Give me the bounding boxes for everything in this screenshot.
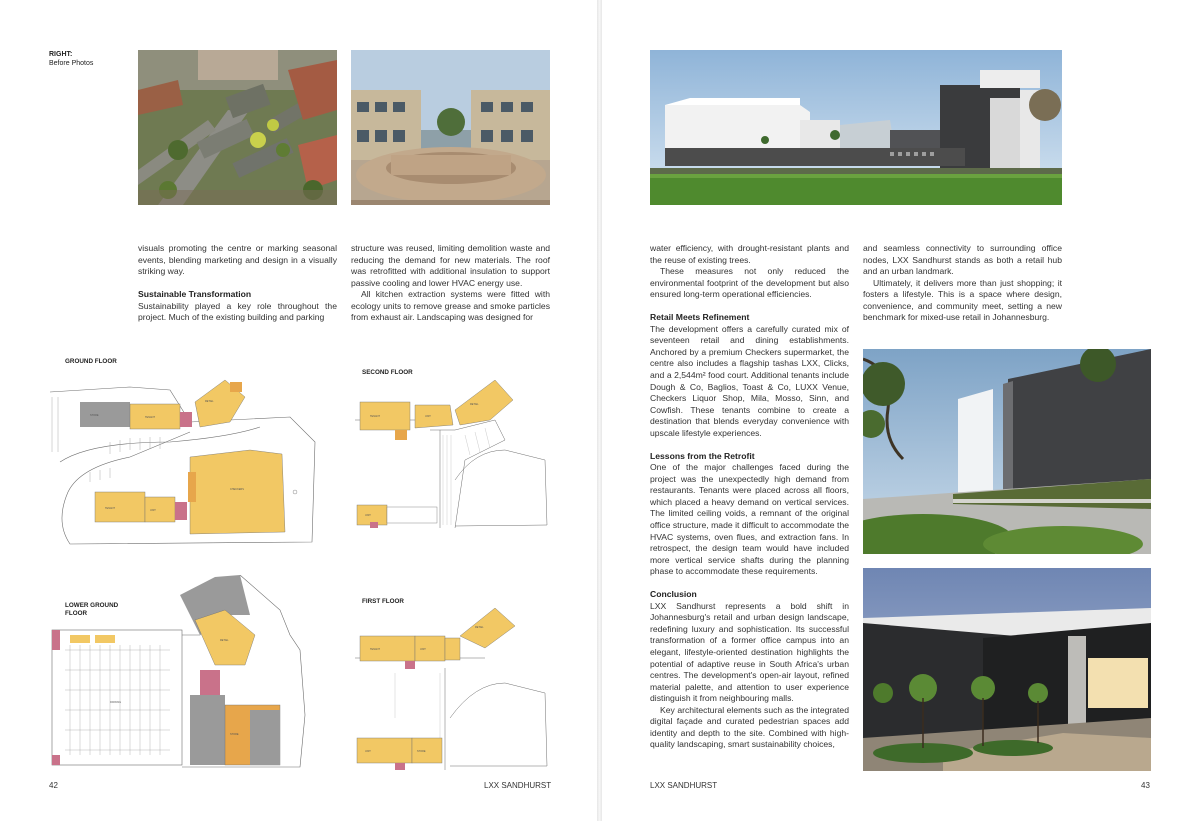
- first-floor-plan: [355, 608, 551, 770]
- svg-text:UNIT: UNIT: [365, 750, 371, 753]
- ground-floor-plan: [50, 372, 318, 548]
- text-column-left-1: [138, 243, 337, 324]
- section-heading: Lessons from the Retrofit: [650, 450, 755, 461]
- ground-floor-label: GROUND FLOOR: [65, 358, 117, 365]
- lower-ground-label-line-1: LOWER GROUND: [65, 602, 119, 609]
- svg-text:RETAIL: RETAIL: [220, 639, 229, 642]
- paragraph: Key architectural elements such as the integrated digital façade and curated pedestrian spaces add identity and depth to the site. Combined with high-quality landscaping, smart sustainability choices,: [650, 704, 849, 750]
- page-number-left: 42: [49, 781, 58, 790]
- paragraph: water efficiency, with drought-resistant plants and the reuse of existing trees.: [650, 243, 849, 265]
- paragraph: visuals promoting the centre or marking seasonal events, blending marketing and design in a visually striking way.: [138, 243, 337, 277]
- paragraph: and seamless connectivity to surrounding office nodes, LXX Sandhurst stands as both a retail hub and an urban landmark.: [863, 243, 1062, 277]
- paragraph: These measures not only reduced the environmental footprint of the development but also ensured long-term operational efficiencies.: [650, 266, 849, 300]
- running-title-left: LXX SANDHURST: [484, 781, 552, 790]
- svg-text:UNIT: UNIT: [150, 509, 156, 512]
- svg-text:TENANT: TENANT: [105, 507, 115, 510]
- fountain-before-photo: [351, 50, 550, 205]
- svg-text:UNIT: UNIT: [420, 648, 426, 651]
- section-heading: Conclusion: [650, 589, 697, 600]
- svg-text:STORE: STORE: [417, 750, 426, 753]
- svg-text:TENANT: TENANT: [370, 648, 380, 651]
- text-column-right-2: [863, 243, 1062, 324]
- building-exterior-photo: [650, 50, 1062, 205]
- paragraph: LXX Sandhurst represents a bold shift in Johannesburg's retail and urban design landscape, redefining luxury and sophistication. Its successful transformation of a former office campus into an elegant, lifestyle-oriented destination highlights the potential of adaptive reuse in South Africa's urban centres. The development's open-air layout, refined material palette, and attention to user experience distinguish it from neighbouring malls.: [650, 600, 849, 704]
- paragraph: All kitchen extraction systems were fitted with ecology units to remove grease and smoke particles from exhaust air. Landscaping was designed for: [351, 289, 550, 323]
- photo-caption: [49, 50, 129, 68]
- svg-text:TENANT: TENANT: [370, 415, 380, 418]
- paragraph: One of the major challenges faced during the project was the unexpectedly high demand from restaurants. Tenants were placed across all floors, which placed a heavy demand on vertical services. The limited ceiling voids, a remnant of the original office structure, made it difficult to accommodate the HVAC systems, oven flues, and extraction fans. In retrospect, the design team would have included more vertical service shafts during the planning phase to accommodate these requirements.: [650, 462, 849, 577]
- svg-text:CHECKERS: CHECKERS: [230, 488, 244, 491]
- caption-line-1: RIGHT:: [49, 51, 73, 58]
- running-title-right: LXX SANDHURST: [650, 781, 718, 790]
- caption-line-2: Before Photos: [49, 60, 94, 67]
- text-column-left-2: [351, 243, 550, 324]
- svg-text:STORE: STORE: [90, 414, 99, 417]
- second-floor-plan: [355, 380, 551, 528]
- svg-text:TENANT: TENANT: [145, 416, 155, 419]
- svg-text:UNIT: UNIT: [365, 514, 371, 517]
- night-entrance-photo: [863, 568, 1151, 771]
- second-floor-label: SECOND FLOOR: [362, 369, 413, 376]
- text-column-right-1: [650, 243, 849, 751]
- paragraph: Ultimately, it delivers more than just shopping; it fosters a lifestyle. This is a space where design, convenience, and community meet, setting a new benchmark for mixed-use retail in Johannesburg.: [863, 277, 1062, 323]
- left-page: [0, 0, 597, 821]
- paragraph: Sustainability played a key role throughout the project. Much of the existing building and parking: [138, 300, 337, 323]
- section-heading: Retail Meets Refinement: [650, 312, 750, 323]
- section-heading: Sustainable Transformation: [138, 289, 252, 300]
- right-page: [602, 0, 1200, 821]
- lower-ground-floor-plan: [50, 575, 318, 770]
- lower-ground-label-line-2: FLOOR: [65, 610, 88, 617]
- svg-text:RETAIL: RETAIL: [475, 626, 484, 629]
- svg-text:STORE: STORE: [230, 733, 239, 736]
- page-number-right: 43: [1141, 781, 1150, 790]
- paragraph: structure was reused, limiting demolition waste and reducing the demand for new materials. The roof was retrofitted with additional insulation to support passive cooling and lower HVAC energy use.: [351, 243, 550, 288]
- svg-text:RETAIL: RETAIL: [470, 403, 479, 406]
- svg-text:PARKING: PARKING: [110, 701, 122, 704]
- svg-text:RETAIL: RETAIL: [205, 400, 214, 403]
- paragraph: The development offers a carefully curated mix of seventeen retail and dining establishments. Anchored by a premium Checkers supermarket, the centre also includes a flagship tashas LXX, Clicks, and a 2,544m² food court. Additional tenants include Dough & Co, Baglios, Toast & Co, LUXX Venue, Checkers Liquor Shop, Mila, Mosso, Sinn, and Cowfish. These tenants combine to create a destination that blends everyday convenience with upscale lifestyle experiences.: [650, 323, 849, 438]
- first-floor-label: FIRST FLOOR: [362, 598, 404, 605]
- svg-text:UNIT: UNIT: [425, 415, 431, 418]
- facade-garden-photo: [863, 349, 1151, 554]
- aerial-before-photo: [138, 50, 337, 205]
